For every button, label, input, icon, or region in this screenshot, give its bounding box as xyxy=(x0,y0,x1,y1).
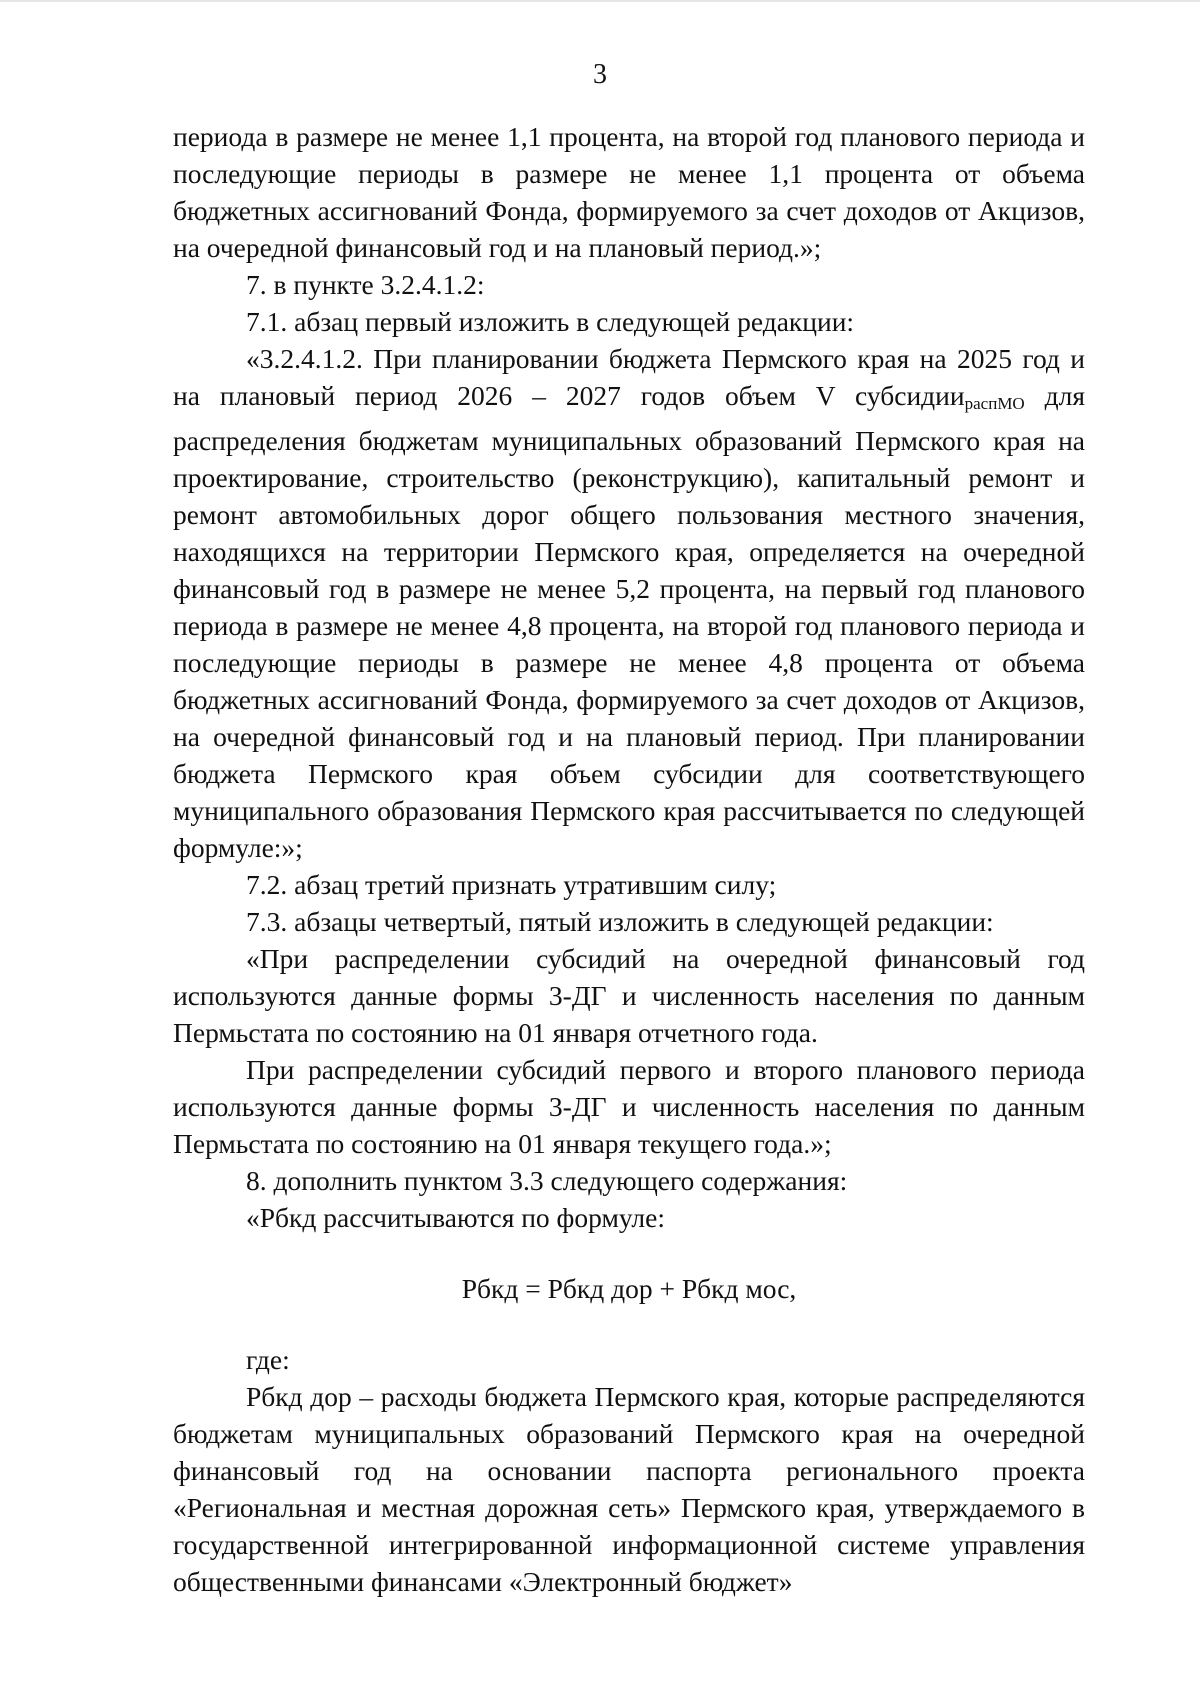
paragraph-quoted-3-2-4-1-2 xyxy=(173,340,1085,866)
paragraph-quoted-subsidies-current: «При распределении субсидий на очередной финансовый год используются данные формы 3-ДГ и численность населения по данным Пермьстата по состоянию на 01 января отчетного года. xyxy=(173,943,1085,1048)
quoted-text-end: для распределения бюджетам муниципальных образований Пермского края на проектирование, строительство (реконструкцию), капитальный ремонт и ремонт автомобильных дорог общего пользования местного значения, находящихся на территории Пермского края, определяется на очередной финансовый год в размере не менее 5,2 процента, на первый год планового периода в размере не менее 4,8 процента, на второй год планового периода и последующие периоды в размере не менее 4,8 процента от объема бюджетных ассигнований Фонда, формируемого за счет доходов от Акцизов, на очередной финансовый год и на плановый период. При планировании бюджета Пермского края объем субсидии для соответствующего муниципального образования Пермского края рассчитывается по следующей формуле:»; xyxy=(173,380,1085,863)
quoted-text-start: «3.2.4.1.2. При планировании бюджета Пермского края на 2025 год и на плановый период 2026 – 2027 годов объем V субсидии xyxy=(173,343,1085,411)
formula: Рбкд = Рбкд дор + Рбкд мос, xyxy=(461,1273,797,1304)
paragraph-item-7-3: 7.3. абзацы четвертый, пятый изложить в следующей редакции: xyxy=(246,906,994,937)
subscript-raspmo: распМО xyxy=(964,394,1025,413)
paragraph-item-7-2: 7.2. абзац третий признать утратившим силу; xyxy=(246,869,777,900)
paragraph-item-7: 7. в пункте 3.2.4.1.2: xyxy=(246,269,485,300)
paragraph-definition-rbkd-dor: Рбкд дор – расходы бюджета Пермского края, которые распределяются бюджетам муниципальных образований Пермского края на очередной финансовый год на основании паспорта регионального проекта «Региональная и местная дорожная сеть» Пермского края, утверждаемого в государственной интегрированной информационной системе управления общественными финансами «Электронный бюджет» xyxy=(173,1381,1085,1597)
paragraph-formula-intro: «Рбкд рассчитываются по формуле: xyxy=(246,1202,665,1233)
paragraph-item-8: 8. дополнить пунктом 3.3 следующего содержания: xyxy=(246,1165,848,1196)
document-body xyxy=(173,118,1085,1600)
paragraph-quoted-subsidies-planned: При распределении субсидий первого и второго планового периода используются данные формы 3-ДГ и численность населения по данным Пермьстата по состоянию на 01 января текущего года.»; xyxy=(173,1054,1085,1159)
paragraph-where: где: xyxy=(246,1344,290,1375)
paragraph-continuation: периода в размере не менее 1,1 процента, на второй год планового периода и последующие периоды в размере не менее 1,1 процента от объема бюджетных ассигнований Фонда, формируемого за счет доходов от Акцизов, на очередной финансовый год и на плановый период.»; xyxy=(173,121,1085,263)
paragraph-item-7-1: 7.1. абзац первый изложить в следующей редакции: xyxy=(246,306,855,337)
scan-edge xyxy=(0,0,1200,2)
page-number: 3 xyxy=(593,59,607,90)
